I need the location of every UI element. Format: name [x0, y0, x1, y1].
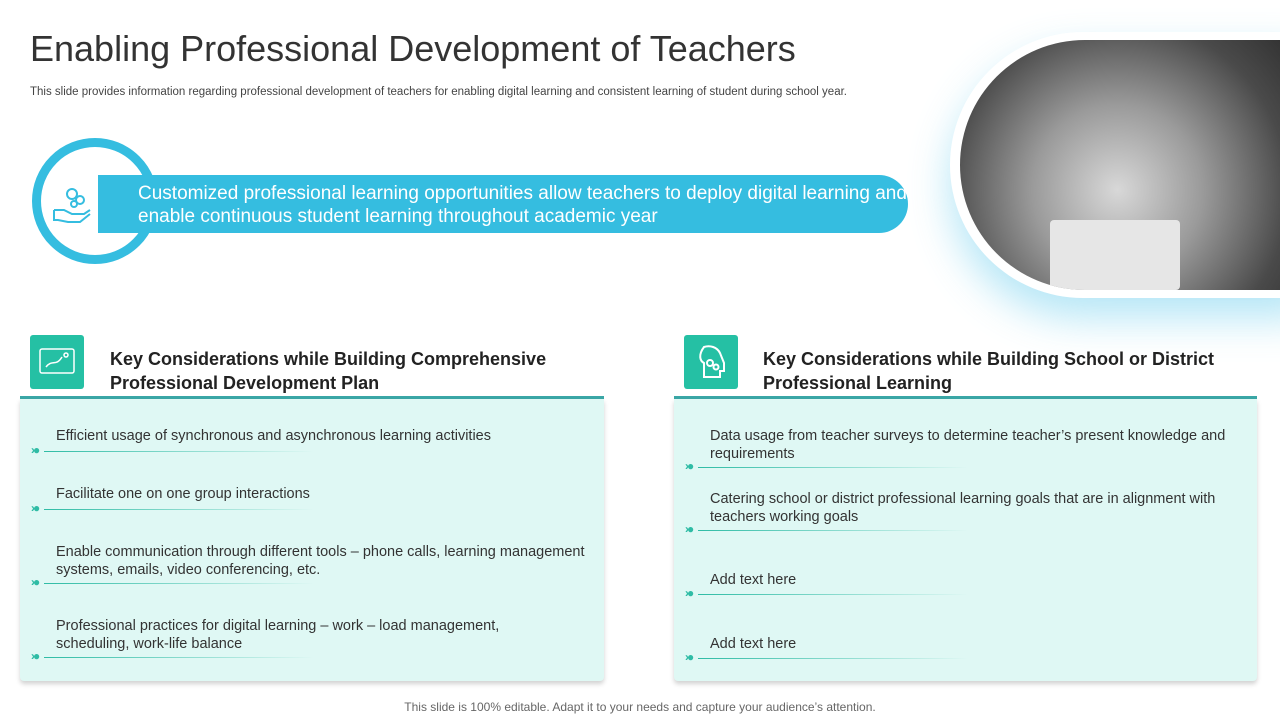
head-gears-icon	[684, 335, 738, 389]
list-item: Add text here	[710, 636, 797, 652]
footer-note: This slide is 100% editable. Adapt it to your needs and capture your audience’s attention.	[404, 700, 876, 714]
item-underline	[698, 530, 968, 531]
page-subtitle: This slide provides information regarding professional development of teachers for enabling digital learning and consistent learning of student during school year.	[30, 86, 847, 98]
laptop-image	[1050, 220, 1180, 290]
item-underline	[698, 594, 968, 595]
list-item: Efficient usage of synchronous and asynchronous learning activities	[56, 428, 491, 444]
right-heading: Key Considerations while Building School or District Professional Learning	[763, 349, 1215, 393]
item-underline	[44, 451, 314, 452]
bullet-icon: ›●	[685, 522, 693, 536]
list-item: Enable communication through different tools – phone calls, learning management systems, emails, video conferencing, etc.	[56, 544, 585, 578]
list-item: Facilitate one on one group interactions	[56, 486, 310, 502]
bullet-icon: ›●	[31, 501, 39, 515]
teachers-photo	[950, 32, 1280, 298]
item-underline	[698, 658, 968, 659]
bullet-icon: ›●	[31, 443, 39, 457]
bullet-icon: ›●	[685, 650, 693, 664]
hand-gears-icon	[50, 184, 94, 224]
list-item: Add text here	[710, 572, 797, 588]
list-item: Professional practices for digital learning – work – load management, scheduling, work-life balance	[56, 618, 500, 652]
item-underline	[698, 467, 968, 468]
list-item: Data usage from teacher surveys to determine teacher’s present knowledge and requirements	[710, 428, 1226, 462]
page-title: Enabling Professional Development of Teachers	[30, 28, 796, 69]
left-heading: Key Considerations while Building Comprehensive Professional Development Plan	[110, 349, 547, 393]
bullet-icon: ›●	[31, 649, 39, 663]
item-underline	[44, 509, 314, 510]
item-underline	[44, 657, 314, 658]
bullet-icon: ›●	[685, 459, 693, 473]
item-underline	[44, 583, 314, 584]
strategy-map-icon	[30, 335, 84, 389]
banner: Customized professional learning opportunities allow teachers to deploy digital learning and enable continuous student learning throughout academic year	[98, 175, 908, 233]
bullet-icon: ›●	[31, 575, 39, 589]
list-item: Catering school or district professional learning goals that are in alignment with teachers working goals	[710, 491, 1216, 525]
bullet-icon: ›●	[685, 586, 693, 600]
